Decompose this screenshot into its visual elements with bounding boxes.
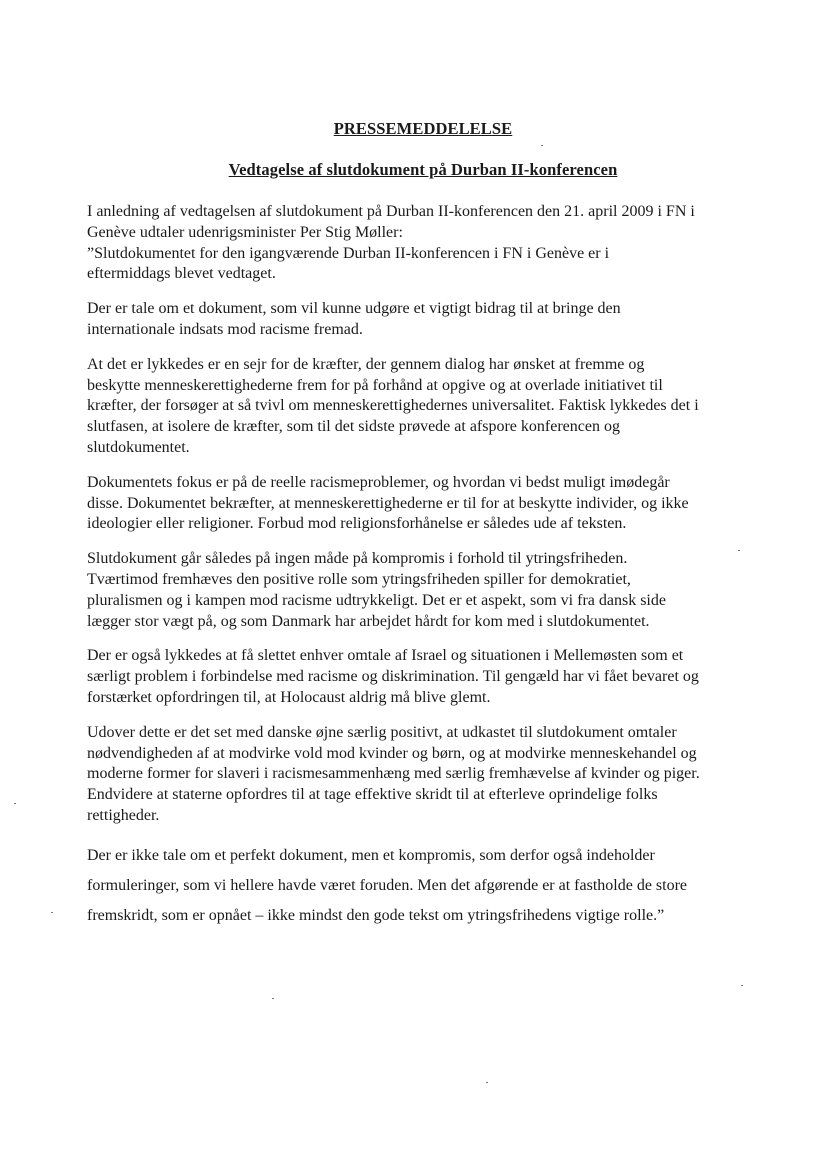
text-line: Tværtimod fremhæves den positive rolle som ytringsfriheden spiller for demokratiet, xyxy=(87,570,631,588)
text-line: I anledning af vedtagelsen af slutdokument på Durban II-konferencen den 21. april 2009 i FN i xyxy=(87,203,695,220)
scan-speck xyxy=(741,985,743,986)
text-line: slutdokumentet. xyxy=(87,438,190,456)
document-body xyxy=(87,202,767,945)
text-line: rettigheder. xyxy=(87,806,160,824)
scan-speck xyxy=(51,912,53,913)
document-title: PRESSEMEDDELELSE xyxy=(333,119,513,138)
document-subtitle: Vedtagelse af slutdokument på Durban II-konferencen xyxy=(228,160,618,179)
paragraph xyxy=(87,646,767,708)
scan-speck xyxy=(272,998,274,999)
text-line: forstærket opfordringen til, at Holocaust aldrig må blive glemt. xyxy=(87,688,491,706)
text-line: At det er lykkedes er en sejr for de kræfter, der gennem dialog har ønsket at fremme og xyxy=(87,355,645,373)
text-line: moderne former for slaveri i racismesammenhæng med særlig fremhævelse af kvinder og piger. xyxy=(87,765,700,783)
paragraph xyxy=(87,473,767,535)
text-line: Endvidere at staterne opfordres til at tage effektive skridt til at efterleve oprindelige folks xyxy=(87,786,658,804)
paragraph xyxy=(87,723,767,827)
paragraph xyxy=(87,299,767,341)
scan-speck xyxy=(14,803,16,804)
text-line: disse. Dokumentet bekræfter, at menneskerettighederne er til for at beskytte individer, og ikke xyxy=(87,494,689,512)
scan-speck xyxy=(486,1082,488,1083)
text-line: nødvendigheden af at modvirke vold mod kvinder og børn, og at modvirke menneskehandel og xyxy=(87,744,697,762)
text-line: internationale indsats mod racisme fremad. xyxy=(87,320,363,338)
text-line: formuleringer, som vi hellere havde været foruden. Men det afgørende er at fastholde de store xyxy=(87,876,688,894)
text-line: Der er også lykkedes at få slettet enhver omtale af Israel og situationen i Mellemøsten som et xyxy=(87,647,684,665)
text-line: lægger stor vægt på, og som Danmark har arbejdet hårdt for kom med i slutdokumentet. xyxy=(87,612,650,630)
text-line: slutfasen, at isolere de kræfter, som til det sidste prøvede at afspore konferencen og xyxy=(87,418,620,436)
paragraph xyxy=(87,549,767,632)
text-line: pluralismen og i kampen mod racisme udtrykkeligt. Det er et aspekt, som vi fra dansk side xyxy=(87,591,666,609)
scan-speck xyxy=(541,145,543,146)
paragraph-intro xyxy=(87,202,767,285)
text-line: Dokumentets fokus er på de reelle racismeproblemer, og hvordan vi bedst muligt imødegår xyxy=(87,473,670,491)
text-line: ”Slutdokumentet for den igangværende Durban II-konferencen i FN i Genève er i xyxy=(87,244,610,262)
paragraph-closing xyxy=(87,841,767,931)
paragraph xyxy=(87,355,767,459)
text-line: Genève udtaler udenrigsminister Per Stig Møller: xyxy=(87,223,403,241)
text-line: Der er tale om et dokument, som vil kunne udgøre et vigtigt bidrag til at bringe den xyxy=(87,300,621,318)
text-line: beskytte menneskerettighederne frem for på forhånd at opgive og at overlade initiativet til xyxy=(87,376,663,394)
text-line: Udover dette er det set med danske øjne særlig positivt, at udkastet til slutdokument omtaler xyxy=(87,723,677,741)
text-line: ideologier eller religioner. Forbud mod religionsforhånelse er således ude af teksten. xyxy=(87,515,627,533)
text-line: særligt problem i forbindelse med racisme og diskrimination. Til gengæld har vi fået bevaret og xyxy=(87,668,699,686)
scan-speck xyxy=(738,550,740,551)
text-line: Der er ikke tale om et perfekt dokument, men et kompromis, som derfor også indeholder xyxy=(87,846,655,864)
text-line: fremskridt, som er opnået – ikke mindst den gode tekst om ytringsfrihedens vigtige rolle.” xyxy=(87,906,665,924)
text-line: Slutdokument går således på ingen måde på kompromis i forhold til ytringsfriheden. xyxy=(87,550,628,568)
text-line: kræfter, der forsøger at så tvivl om menneskerettighedernes universalitet. Faktisk lykkedes det i xyxy=(87,397,699,415)
text-line: eftermiddags blevet vedtaget. xyxy=(87,265,276,283)
